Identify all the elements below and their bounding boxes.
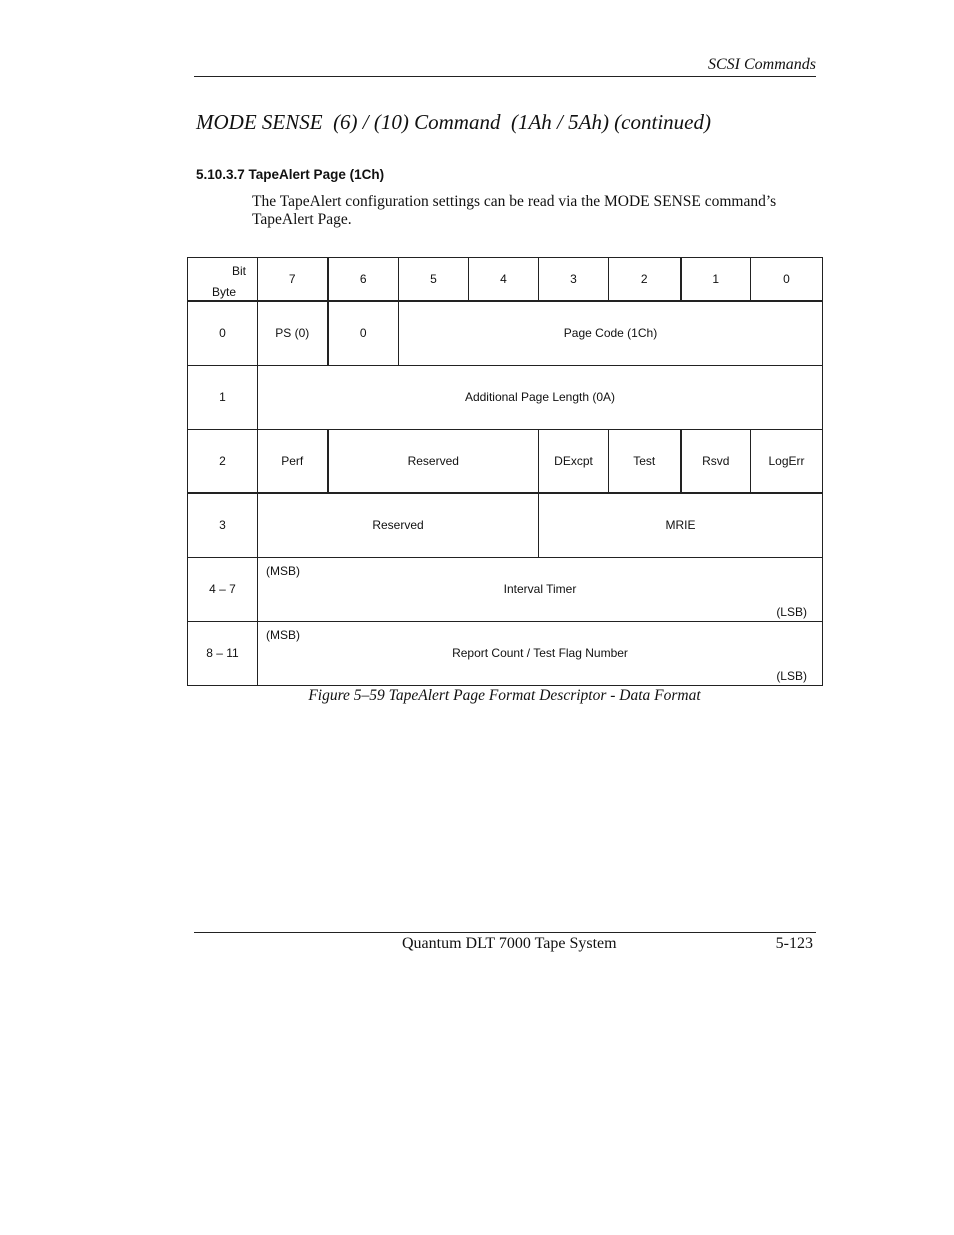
byte-number: 1	[188, 365, 258, 429]
footer-title: Quantum DLT 7000 Tape System	[402, 935, 617, 952]
page-title: MODE SENSE (6) / (10) Command (1Ah / 5Ah) (continued)	[196, 110, 711, 134]
bit-2-header: 2	[609, 258, 681, 302]
test-field: Test	[609, 429, 681, 493]
byte-number: 3	[188, 493, 258, 557]
bit-7-header: 7	[258, 258, 328, 302]
bit-4-header: 4	[469, 258, 539, 302]
byte-number: 2	[188, 429, 258, 493]
byte-number: 4 – 7	[188, 557, 258, 621]
table-row	[188, 493, 823, 557]
reserved-field: Reserved	[258, 493, 539, 557]
reserved-field: Reserved	[328, 429, 539, 493]
ps-field: PS (0)	[258, 301, 328, 365]
figure-caption: Figure 5–59 TapeAlert Page Format Descriptor - Data Format	[308, 687, 701, 704]
msb-label: (MSB)	[266, 627, 300, 642]
bit-0-header: 0	[751, 258, 823, 302]
report-count-cell	[258, 621, 823, 685]
table-row	[188, 557, 823, 621]
interval-timer-field: Interval Timer	[503, 582, 577, 596]
table-row	[188, 365, 823, 429]
byte-number: 0	[188, 301, 258, 365]
bit-6-header: 6	[328, 258, 399, 302]
intro-paragraph: The TapeAlert configuration settings can be read via the MODE SENSE command’s TapeAlert Page.	[252, 193, 777, 228]
section-heading: 5.10.3.7 TapeAlert Page (1Ch)	[196, 167, 385, 182]
tapealert-page-format-table	[187, 257, 823, 686]
report-count-field: Report Count / Test Flag Number	[452, 646, 628, 660]
table-row	[188, 621, 823, 685]
header-rule	[194, 76, 816, 77]
mrie-field: MRIE	[539, 493, 823, 557]
dexcpt-field: DExcpt	[539, 429, 609, 493]
page-number: 5-123	[775, 935, 813, 952]
running-head: SCSI Commands	[707, 56, 816, 73]
logerr-field: LogErr	[751, 429, 823, 493]
page-code-field: Page Code (1Ch)	[399, 301, 823, 365]
rsvd-field: Rsvd	[681, 429, 751, 493]
perf-field: Perf	[258, 429, 328, 493]
interval-timer-cell	[258, 557, 823, 621]
zero-field: 0	[328, 301, 399, 365]
bit-byte-corner-cell	[188, 258, 258, 302]
bit-1-header: 1	[681, 258, 751, 302]
byte-number: 8 – 11	[188, 621, 258, 685]
msb-label: (MSB)	[266, 563, 300, 578]
lsb-label: (LSB)	[776, 604, 807, 619]
bit-label: Bit	[231, 264, 246, 278]
table-row	[188, 301, 823, 365]
bit-5-header: 5	[399, 258, 469, 302]
footer-rule	[194, 932, 816, 933]
lsb-label: (LSB)	[776, 668, 807, 683]
additional-page-length-field: Additional Page Length (0A)	[258, 365, 823, 429]
table-row	[188, 429, 823, 493]
bit-header-row	[188, 258, 823, 302]
bit-3-header: 3	[539, 258, 609, 302]
byte-label: Byte	[212, 285, 237, 299]
